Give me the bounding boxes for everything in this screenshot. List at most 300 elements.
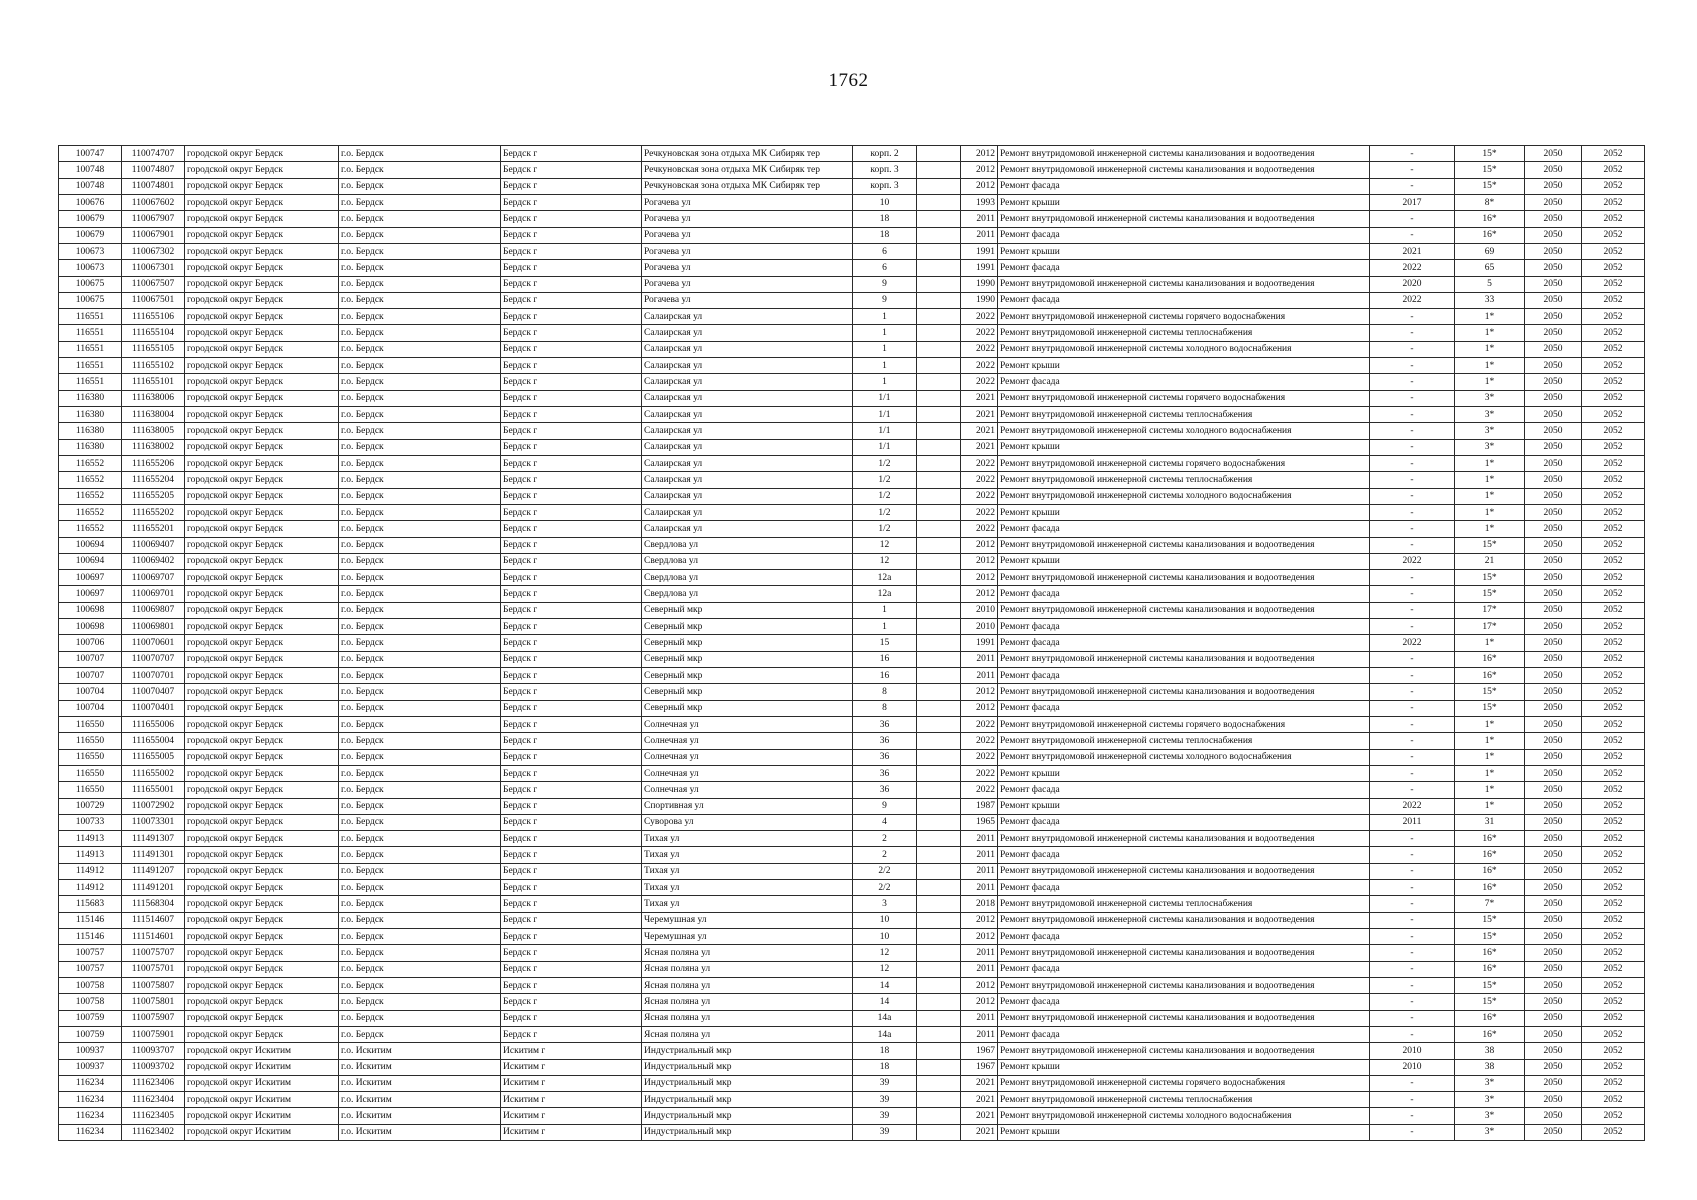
municipality-cell: г.о. Бердск — [339, 977, 501, 993]
district-cell: городской округ Бердск — [185, 504, 339, 520]
house-id-cell: 116550 — [59, 765, 122, 781]
work-type-cell: Ремонт внутридомовой инженерной системы горячего водоснабжения — [998, 390, 1370, 406]
element-id-cell: 110067602 — [122, 194, 185, 210]
building-cell — [917, 782, 961, 798]
work-type-cell: Ремонт внутридомовой инженерной системы горячего водоснабжения — [998, 716, 1370, 732]
district-cell: городской округ Бердск — [185, 977, 339, 993]
street-cell: Салаирская ул — [642, 488, 853, 504]
street-cell: Индустриальный мкр — [642, 1092, 853, 1108]
street-cell: Салаирская ул — [642, 325, 853, 341]
settlement-cell: Бердск г — [501, 292, 642, 308]
settlement-cell: Бердск г — [501, 602, 642, 618]
building-cell — [917, 635, 961, 651]
table-row — [59, 472, 1645, 488]
house-number-cell: 1 — [853, 602, 917, 618]
start-year-cell: 2050 — [1525, 602, 1582, 618]
district-cell: городской округ Бердск — [185, 782, 339, 798]
wear-cell: 15* — [1455, 684, 1525, 700]
end-year-cell: 2052 — [1582, 553, 1645, 569]
element-id-cell: 111514601 — [122, 929, 185, 945]
settlement-cell: Бердск г — [501, 831, 642, 847]
settlement-cell: Бердск г — [501, 146, 642, 162]
house-number-cell: 10 — [853, 929, 917, 945]
start-year-cell: 2050 — [1525, 1043, 1582, 1059]
house-number-cell: 12а — [853, 586, 917, 602]
start-year-cell: 2050 — [1525, 1108, 1582, 1124]
start-year-cell: 2050 — [1525, 194, 1582, 210]
element-id-cell: 110069707 — [122, 570, 185, 586]
element-id-cell: 111623405 — [122, 1108, 185, 1124]
municipality-cell: г.о. Бердск — [339, 586, 501, 602]
house-number-cell: 12 — [853, 945, 917, 961]
house-id-cell: 116552 — [59, 472, 122, 488]
work-type-cell: Ремонт фасада — [998, 292, 1370, 308]
element-id-cell: 110067301 — [122, 260, 185, 276]
last-repair-year-cell: - — [1370, 994, 1455, 1010]
table-row — [59, 961, 1645, 977]
street-cell: Ясная поляна ул — [642, 1026, 853, 1042]
year-cell: 1967 — [961, 1043, 998, 1059]
end-year-cell: 2052 — [1582, 521, 1645, 537]
municipality-cell: г.о. Бердск — [339, 194, 501, 210]
work-type-cell: Ремонт внутридомовой инженерной системы канализования и водоотведения — [998, 977, 1370, 993]
table-row — [59, 325, 1645, 341]
table-row — [59, 700, 1645, 716]
settlement-cell: Бердск г — [501, 260, 642, 276]
last-repair-year-cell: - — [1370, 977, 1455, 993]
house-number-cell: 9 — [853, 292, 917, 308]
municipality-cell: г.о. Бердск — [339, 1010, 501, 1026]
house-number-cell: 18 — [853, 1059, 917, 1075]
municipality-cell: г.о. Бердск — [339, 292, 501, 308]
work-type-cell: Ремонт крыши — [998, 798, 1370, 814]
house-number-cell: 39 — [853, 1075, 917, 1091]
house-id-cell: 116551 — [59, 325, 122, 341]
end-year-cell: 2052 — [1582, 994, 1645, 1010]
year-cell: 2011 — [961, 227, 998, 243]
district-cell: городской округ Бердск — [185, 146, 339, 162]
settlement-cell: Бердск г — [501, 374, 642, 390]
year-cell: 1993 — [961, 194, 998, 210]
element-id-cell: 111491201 — [122, 880, 185, 896]
work-type-cell: Ремонт крыши — [998, 765, 1370, 781]
building-cell — [917, 814, 961, 830]
element-id-cell: 110069402 — [122, 553, 185, 569]
house-number-cell: корп. 3 — [853, 162, 917, 178]
start-year-cell: 2050 — [1525, 178, 1582, 194]
wear-cell: 3* — [1455, 423, 1525, 439]
house-id-cell: 100694 — [59, 537, 122, 553]
element-id-cell: 111638004 — [122, 407, 185, 423]
municipality-cell: г.о. Искитим — [339, 1124, 501, 1140]
start-year-cell: 2050 — [1525, 276, 1582, 292]
house-id-cell: 100707 — [59, 668, 122, 684]
street-cell: Рогачева ул — [642, 211, 853, 227]
table-row — [59, 1026, 1645, 1042]
table-row — [59, 684, 1645, 700]
element-id-cell: 111655005 — [122, 749, 185, 765]
work-type-cell: Ремонт внутридомовой инженерной системы теплоснабжения — [998, 407, 1370, 423]
year-cell: 2011 — [961, 961, 998, 977]
municipality-cell: г.о. Бердск — [339, 358, 501, 374]
table-row — [59, 863, 1645, 879]
wear-cell: 8* — [1455, 194, 1525, 210]
settlement-cell: Бердск г — [501, 716, 642, 732]
last-repair-year-cell: - — [1370, 325, 1455, 341]
wear-cell: 1* — [1455, 488, 1525, 504]
house-id-cell: 116551 — [59, 374, 122, 390]
work-type-cell: Ремонт внутридомовой инженерной системы канализования и водоотведения — [998, 276, 1370, 292]
table-row — [59, 668, 1645, 684]
wear-cell: 15* — [1455, 162, 1525, 178]
district-cell: городской округ Бердск — [185, 325, 339, 341]
table-row — [59, 439, 1645, 455]
house-number-cell: 1/1 — [853, 423, 917, 439]
district-cell: городской округ Бердск — [185, 700, 339, 716]
municipality-cell: г.о. Искитим — [339, 1092, 501, 1108]
table-row — [59, 765, 1645, 781]
street-cell: Свердлова ул — [642, 537, 853, 553]
work-type-cell: Ремонт внутридомовой инженерной системы канализования и водоотведения — [998, 831, 1370, 847]
municipality-cell: г.о. Бердск — [339, 814, 501, 830]
element-id-cell: 110074707 — [122, 146, 185, 162]
table-body — [59, 146, 1645, 1141]
house-id-cell: 100748 — [59, 178, 122, 194]
municipality-cell: г.о. Бердск — [339, 912, 501, 928]
building-cell — [917, 912, 961, 928]
settlement-cell: Бердск г — [501, 325, 642, 341]
building-cell — [917, 390, 961, 406]
settlement-cell: Бердск г — [501, 700, 642, 716]
element-id-cell: 111638002 — [122, 439, 185, 455]
last-repair-year-cell: - — [1370, 782, 1455, 798]
house-number-cell: 1 — [853, 358, 917, 374]
house-number-cell: 4 — [853, 814, 917, 830]
work-type-cell: Ремонт внутридомовой инженерной системы холодного водоснабжения — [998, 1108, 1370, 1124]
house-number-cell: 2/2 — [853, 863, 917, 879]
settlement-cell: Бердск г — [501, 423, 642, 439]
house-id-cell: 116380 — [59, 439, 122, 455]
wear-cell: 21 — [1455, 553, 1525, 569]
start-year-cell: 2050 — [1525, 619, 1582, 635]
work-type-cell: Ремонт фасада — [998, 586, 1370, 602]
municipality-cell: г.о. Бердск — [339, 537, 501, 553]
work-type-cell: Ремонт фасада — [998, 178, 1370, 194]
building-cell — [917, 880, 961, 896]
table-row — [59, 912, 1645, 928]
work-type-cell: Ремонт крыши — [998, 358, 1370, 374]
end-year-cell: 2052 — [1582, 423, 1645, 439]
element-id-cell: 110067907 — [122, 211, 185, 227]
district-cell: городской округ Бердск — [185, 814, 339, 830]
end-year-cell: 2052 — [1582, 194, 1645, 210]
element-id-cell: 111491307 — [122, 831, 185, 847]
building-cell — [917, 847, 961, 863]
street-cell: Свердлова ул — [642, 586, 853, 602]
house-number-cell: 36 — [853, 749, 917, 765]
municipality-cell: г.о. Бердск — [339, 847, 501, 863]
last-repair-year-cell: - — [1370, 684, 1455, 700]
work-type-cell: Ремонт крыши — [998, 1124, 1370, 1140]
table-row — [59, 994, 1645, 1010]
building-cell — [917, 1026, 961, 1042]
start-year-cell: 2050 — [1525, 553, 1582, 569]
street-cell: Рогачева ул — [642, 292, 853, 308]
start-year-cell: 2050 — [1525, 863, 1582, 879]
house-id-cell: 116552 — [59, 521, 122, 537]
start-year-cell: 2050 — [1525, 358, 1582, 374]
table-row — [59, 341, 1645, 357]
district-cell: городской округ Бердск — [185, 423, 339, 439]
element-id-cell: 111623404 — [122, 1092, 185, 1108]
wear-cell: 16* — [1455, 1026, 1525, 1042]
year-cell: 1965 — [961, 814, 998, 830]
wear-cell: 1* — [1455, 341, 1525, 357]
wear-cell: 16* — [1455, 863, 1525, 879]
table-row — [59, 374, 1645, 390]
table-row — [59, 1010, 1645, 1026]
table-row — [59, 390, 1645, 406]
end-year-cell: 2052 — [1582, 162, 1645, 178]
end-year-cell: 2052 — [1582, 358, 1645, 374]
last-repair-year-cell: - — [1370, 961, 1455, 977]
house-number-cell: 18 — [853, 1043, 917, 1059]
municipality-cell: г.о. Искитим — [339, 1043, 501, 1059]
wear-cell: 15* — [1455, 977, 1525, 993]
wear-cell: 16* — [1455, 945, 1525, 961]
start-year-cell: 2050 — [1525, 504, 1582, 520]
house-id-cell: 100673 — [59, 243, 122, 259]
wear-cell: 16* — [1455, 651, 1525, 667]
house-number-cell: 1 — [853, 325, 917, 341]
house-number-cell: 6 — [853, 260, 917, 276]
last-repair-year-cell: - — [1370, 1026, 1455, 1042]
start-year-cell: 2050 — [1525, 570, 1582, 586]
house-id-cell: 100748 — [59, 162, 122, 178]
wear-cell: 15* — [1455, 700, 1525, 716]
street-cell: Северный мкр — [642, 619, 853, 635]
building-cell — [917, 553, 961, 569]
wear-cell: 1* — [1455, 765, 1525, 781]
year-cell: 2011 — [961, 847, 998, 863]
work-type-cell: Ремонт внутридомовой инженерной системы канализования и водоотведения — [998, 570, 1370, 586]
settlement-cell: Бердск г — [501, 488, 642, 504]
year-cell: 2011 — [961, 1010, 998, 1026]
year-cell: 2022 — [961, 341, 998, 357]
end-year-cell: 2052 — [1582, 146, 1645, 162]
end-year-cell: 2052 — [1582, 749, 1645, 765]
element-id-cell: 111623406 — [122, 1075, 185, 1091]
last-repair-year-cell: - — [1370, 651, 1455, 667]
building-cell — [917, 668, 961, 684]
street-cell: Индустриальный мкр — [642, 1108, 853, 1124]
house-id-cell: 100697 — [59, 586, 122, 602]
district-cell: городской округ Бердск — [185, 194, 339, 210]
element-id-cell: 110069407 — [122, 537, 185, 553]
building-cell — [917, 455, 961, 471]
settlement-cell: Искитим г — [501, 1124, 642, 1140]
wear-cell: 1* — [1455, 504, 1525, 520]
municipality-cell: г.о. Бердск — [339, 472, 501, 488]
street-cell: Салаирская ул — [642, 358, 853, 374]
start-year-cell: 2050 — [1525, 146, 1582, 162]
end-year-cell: 2052 — [1582, 325, 1645, 341]
building-cell — [917, 374, 961, 390]
year-cell: 2021 — [961, 407, 998, 423]
municipality-cell: г.о. Бердск — [339, 325, 501, 341]
building-cell — [917, 765, 961, 781]
start-year-cell: 2050 — [1525, 1059, 1582, 1075]
table-row — [59, 716, 1645, 732]
table-row — [59, 227, 1645, 243]
start-year-cell: 2050 — [1525, 684, 1582, 700]
district-cell: городской округ Бердск — [185, 292, 339, 308]
house-number-cell: 36 — [853, 782, 917, 798]
start-year-cell: 2050 — [1525, 1026, 1582, 1042]
year-cell: 2022 — [961, 765, 998, 781]
district-cell: городской округ Бердск — [185, 668, 339, 684]
year-cell: 2011 — [961, 211, 998, 227]
year-cell: 2022 — [961, 749, 998, 765]
street-cell: Речкуновская зона отдыха МК Сибиряк тер — [642, 146, 853, 162]
work-type-cell: Ремонт внутридомовой инженерной системы канализования и водоотведения — [998, 651, 1370, 667]
settlement-cell: Бердск г — [501, 880, 642, 896]
house-id-cell: 100707 — [59, 651, 122, 667]
end-year-cell: 2052 — [1582, 700, 1645, 716]
year-cell: 2021 — [961, 1124, 998, 1140]
street-cell: Рогачева ул — [642, 276, 853, 292]
last-repair-year-cell: 2022 — [1370, 260, 1455, 276]
municipality-cell: г.о. Бердск — [339, 684, 501, 700]
work-type-cell: Ремонт крыши — [998, 243, 1370, 259]
district-cell: городской округ Бердск — [185, 570, 339, 586]
wear-cell: 3* — [1455, 390, 1525, 406]
house-id-cell: 116380 — [59, 407, 122, 423]
building-cell — [917, 1075, 961, 1091]
last-repair-year-cell: - — [1370, 1124, 1455, 1140]
end-year-cell: 2052 — [1582, 668, 1645, 684]
street-cell: Рогачева ул — [642, 194, 853, 210]
district-cell: городской округ Бердск — [185, 602, 339, 618]
start-year-cell: 2050 — [1525, 586, 1582, 602]
house-id-cell: 114912 — [59, 863, 122, 879]
municipality-cell: г.о. Бердск — [339, 733, 501, 749]
building-cell — [917, 211, 961, 227]
last-repair-year-cell: - — [1370, 863, 1455, 879]
last-repair-year-cell: - — [1370, 162, 1455, 178]
house-id-cell: 100704 — [59, 684, 122, 700]
building-cell — [917, 1092, 961, 1108]
district-cell: городской округ Бердск — [185, 716, 339, 732]
building-cell — [917, 1124, 961, 1140]
house-number-cell: 1/1 — [853, 390, 917, 406]
end-year-cell: 2052 — [1582, 880, 1645, 896]
element-id-cell: 111655105 — [122, 341, 185, 357]
table-row — [59, 358, 1645, 374]
element-id-cell: 111655101 — [122, 374, 185, 390]
end-year-cell: 2052 — [1582, 1092, 1645, 1108]
work-type-cell: Ремонт фасада — [998, 880, 1370, 896]
wear-cell: 1* — [1455, 749, 1525, 765]
settlement-cell: Искитим г — [501, 1059, 642, 1075]
building-cell — [917, 472, 961, 488]
wear-cell: 69 — [1455, 243, 1525, 259]
end-year-cell: 2052 — [1582, 1124, 1645, 1140]
house-id-cell: 100758 — [59, 994, 122, 1010]
year-cell: 2011 — [961, 945, 998, 961]
house-number-cell: 1/2 — [853, 504, 917, 520]
house-number-cell: 12 — [853, 537, 917, 553]
start-year-cell: 2050 — [1525, 765, 1582, 781]
district-cell: городской округ Бердск — [185, 1010, 339, 1026]
element-id-cell: 111514607 — [122, 912, 185, 928]
year-cell: 2022 — [961, 521, 998, 537]
work-type-cell: Ремонт внутридомовой инженерной системы теплоснабжения — [998, 733, 1370, 749]
building-cell — [917, 586, 961, 602]
street-cell: Тихая ул — [642, 847, 853, 863]
year-cell: 2022 — [961, 455, 998, 471]
settlement-cell: Бердск г — [501, 847, 642, 863]
house-id-cell: 100675 — [59, 292, 122, 308]
house-number-cell: 10 — [853, 912, 917, 928]
building-cell — [917, 684, 961, 700]
street-cell: Салаирская ул — [642, 504, 853, 520]
wear-cell: 16* — [1455, 211, 1525, 227]
last-repair-year-cell: - — [1370, 765, 1455, 781]
start-year-cell: 2050 — [1525, 733, 1582, 749]
wear-cell: 65 — [1455, 260, 1525, 276]
start-year-cell: 2050 — [1525, 880, 1582, 896]
settlement-cell: Бердск г — [501, 684, 642, 700]
year-cell: 1967 — [961, 1059, 998, 1075]
house-id-cell: 100698 — [59, 619, 122, 635]
district-cell: городской округ Бердск — [185, 749, 339, 765]
house-number-cell: 10 — [853, 194, 917, 210]
building-cell — [917, 961, 961, 977]
street-cell: Салаирская ул — [642, 439, 853, 455]
house-number-cell: 2 — [853, 847, 917, 863]
settlement-cell: Бердск г — [501, 358, 642, 374]
table-row — [59, 1075, 1645, 1091]
street-cell: Северный мкр — [642, 602, 853, 618]
building-cell — [917, 227, 961, 243]
house-id-cell: 100676 — [59, 194, 122, 210]
settlement-cell: Бердск г — [501, 341, 642, 357]
end-year-cell: 2052 — [1582, 1059, 1645, 1075]
street-cell: Северный мкр — [642, 668, 853, 684]
end-year-cell: 2052 — [1582, 896, 1645, 912]
building-cell — [917, 977, 961, 993]
work-type-cell: Ремонт внутридомовой инженерной системы канализования и водоотведения — [998, 1010, 1370, 1026]
municipality-cell: г.о. Бердск — [339, 668, 501, 684]
last-repair-year-cell: - — [1370, 423, 1455, 439]
end-year-cell: 2052 — [1582, 227, 1645, 243]
year-cell: 1987 — [961, 798, 998, 814]
house-number-cell: 12 — [853, 961, 917, 977]
settlement-cell: Бердск г — [501, 896, 642, 912]
table-row — [59, 260, 1645, 276]
municipality-cell: г.о. Бердск — [339, 798, 501, 814]
wear-cell: 16* — [1455, 1010, 1525, 1026]
district-cell: городской округ Бердск — [185, 847, 339, 863]
street-cell: Солнечная ул — [642, 749, 853, 765]
street-cell: Салаирская ул — [642, 455, 853, 471]
wear-cell: 1* — [1455, 782, 1525, 798]
settlement-cell: Бердск г — [501, 651, 642, 667]
district-cell: городской округ Бердск — [185, 553, 339, 569]
element-id-cell: 110067507 — [122, 276, 185, 292]
house-id-cell: 115146 — [59, 929, 122, 945]
